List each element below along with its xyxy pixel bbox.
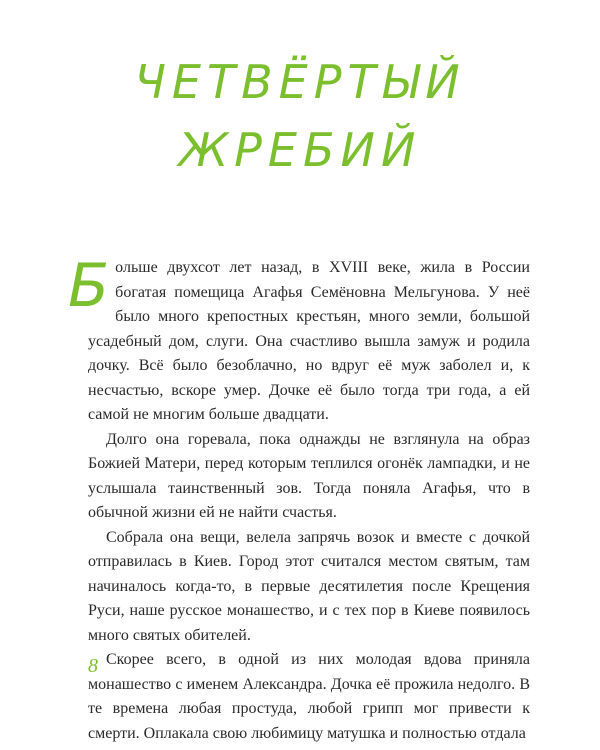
paragraph-4: Скорее всего, в одной из них молодая вдова приняла монашество с именем Александра. Дочка её прожила недолго. В те времена любая простуда, любой грипп мог привести к смерти. Оплакала свою любимицу матушка и полностью отдала (88, 651, 530, 742)
paragraph-1 (68, 251, 530, 428)
paragraph-3: Собрала она вещи, велела запрячь возок и вместе с дочкой отправилась в Киев. Город этот считался местом святым, там начиналось когда-то, в первые десятилетия после Крещения Руси, наше русское монашество, и с тех пор в Киеве появилось много святых обителей. (88, 528, 530, 644)
paragraph-2: Долго она горевала, пока однажды не взглянула на образ Божией Матери, перед которым теплился огонёк лампадки, и не услышала таинственный зов. Тогда поняла Агафья, что в обычной жизни ей не найти счастья. (88, 430, 530, 521)
chapter-title-line-2: ЖРЕБИЙ (178, 123, 422, 177)
chapter-body (68, 251, 530, 746)
chapter-title (0, 48, 600, 184)
chapter-title-line-1: ЧЕТВЁРТЫЙ (134, 55, 466, 109)
page-number: 8 (88, 655, 98, 677)
paragraph-1-text: ольше двухсот лет назад, в XVIII веке, жила в России богатая помещица Агафья Семёновна Мельгунова. У неё было много крепостных крестьян, много земли, большой усадебный дом, слуги. Она счастливо вышла замуж и родила дочку. Всё было безоблачно, но вдруг её муж заболел и, к несчастью, вскоре умер. Дочке её было тогда три года, а ей самой не многим больше двадцати. (88, 259, 530, 423)
drop-cap: Б (68, 251, 110, 321)
